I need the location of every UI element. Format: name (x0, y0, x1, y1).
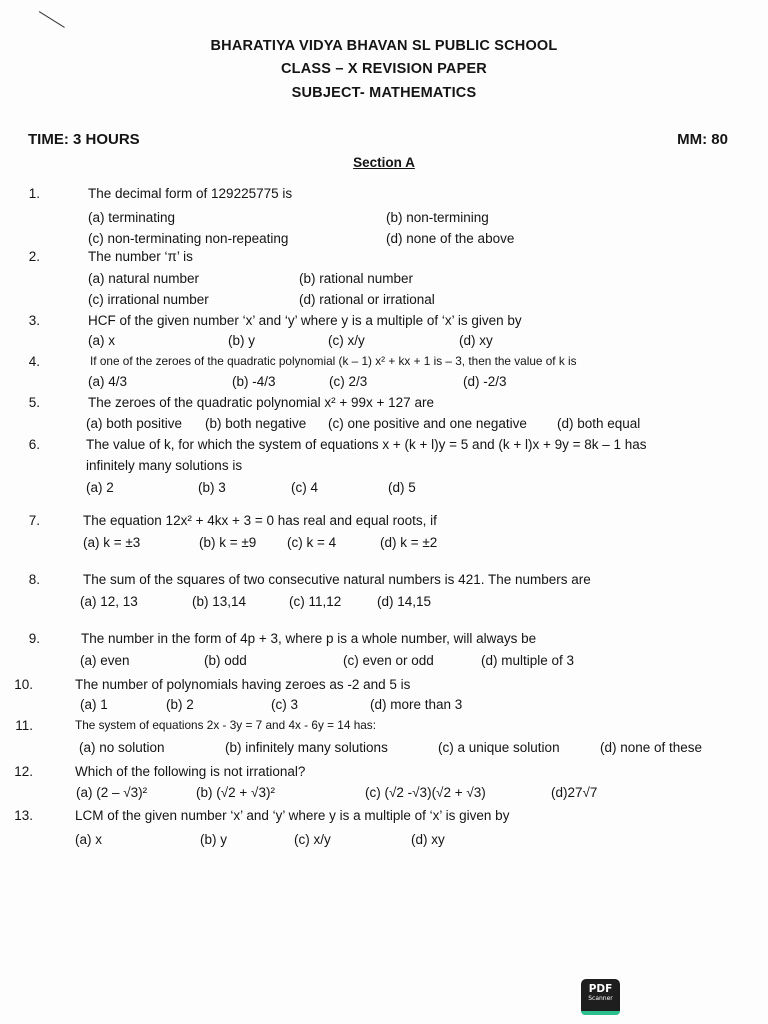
question-number: 9. (28, 631, 40, 646)
question-text: The zeroes of the quadratic polynomial x² + 99x + 127 are (88, 395, 434, 410)
question-text: The sum of the squares of two consecutive natural numbers is 421. The numbers are (83, 572, 591, 587)
question-text: The number ‘π’ is (88, 249, 193, 264)
answer-option: (b) odd (204, 653, 247, 668)
question-text: The equation 12x² + 4kx + 3 = 0 has real and equal roots, if (83, 513, 437, 528)
answer-option: (a) both positive (86, 416, 183, 431)
question-number: 4. (28, 354, 40, 369)
question-number: 13. (14, 808, 33, 823)
question-number: 1. (28, 186, 40, 201)
section-heading: Section A (353, 155, 415, 170)
answer-option: (a) x (75, 832, 102, 847)
answer-option: (b) non-termining (386, 210, 489, 225)
answer-option: (b) y (200, 832, 227, 847)
answer-option: (c) x/y (294, 832, 331, 847)
badge-bar (581, 1011, 620, 1015)
class-title: CLASS – X REVISION PAPER (281, 61, 487, 77)
time-label: TIME: 3 HOURS (28, 131, 140, 148)
answer-option: (c) irrational number (88, 292, 209, 307)
badge-subtitle: Scanner (588, 995, 613, 1002)
answer-option: (d) xy (459, 333, 493, 348)
answer-option: (d) 14,15 (377, 594, 432, 609)
answer-option: (a) 2 (86, 480, 114, 495)
question-number: 8. (28, 572, 40, 587)
question-text: The value of k, for which the system of equations x + (k + l)y = 5 and (k + l)x + 9y = 8k – 1 has (86, 437, 647, 452)
answer-option: (c) k = 4 (287, 535, 337, 550)
answer-option: (d) rational or irrational (299, 292, 435, 307)
question-text: The system of equations 2x - 3y = 7 and 4x - 6y = 14 has: (75, 718, 376, 732)
answer-option: (b) 3 (198, 480, 226, 495)
answer-option: (c) (√2 -√3)(√2 + √3) (365, 785, 486, 800)
question-text: Which of the following is not irrational? (75, 764, 306, 779)
answer-option: (d) multiple of 3 (481, 653, 575, 668)
question-text: If one of the zeroes of the quadratic polynomial (k – 1) x² + kx + 1 is – 3, then the value of k is (90, 354, 577, 368)
answer-option: (a) 4/3 (88, 374, 128, 389)
answer-option: (d) -2/3 (463, 374, 507, 389)
badge-title: PDF (588, 983, 613, 995)
subject-title: SUBJECT- MATHEMATICS (291, 85, 477, 101)
question-number: 2. (28, 249, 40, 264)
answer-option: (c) 11,12 (289, 594, 342, 609)
answer-option: (d) k = ±2 (380, 535, 438, 550)
answer-option: (a) natural number (88, 271, 200, 286)
answer-option: (d) more than 3 (370, 697, 463, 712)
answer-option: (c) 2/3 (329, 374, 368, 389)
question-text: infinitely many solutions is (86, 458, 243, 473)
pen-mark (39, 11, 65, 28)
answer-option: (a) no solution (79, 740, 165, 755)
answer-option: (d)27√7 (551, 785, 598, 800)
answer-option: (d) none of these (600, 740, 703, 755)
school-name: BHARATIYA VIDYA BHAVAN SL PUBLIC SCHOOL (210, 38, 558, 54)
max-marks-label: MM: 80 (677, 131, 728, 148)
answer-option: (b) rational number (299, 271, 414, 286)
question-text: The number in the form of 4p + 3, where p is a whole number, will always be (81, 631, 537, 646)
answer-option: (b) k = ±9 (199, 535, 257, 550)
answer-option: (b) infinitely many solutions (225, 740, 388, 755)
answer-option: (d) none of the above (386, 231, 515, 246)
answer-option: (a) x (88, 333, 115, 348)
answer-option: (a) terminating (88, 210, 176, 225)
question-number: 3. (28, 313, 40, 328)
question-number: 10. (14, 677, 33, 692)
answer-option: (a) 1 (80, 697, 108, 712)
answer-option: (c) 3 (271, 697, 298, 712)
answer-option: (d) both equal (557, 416, 641, 431)
answer-option: (b) 2 (166, 697, 194, 712)
answer-option: (a) even (80, 653, 130, 668)
answer-option: (c) x/y (328, 333, 365, 348)
answer-option: (b) 13,14 (192, 594, 247, 609)
pdf-scanner-logo (581, 979, 620, 1015)
answer-option: (c) even or odd (343, 653, 434, 668)
answer-option: (a) 12, 13 (80, 594, 138, 609)
question-number: 6. (28, 437, 40, 452)
answer-option: (c) 4 (291, 480, 318, 495)
question-text: HCF of the given number ‘x’ and ‘y’ where y is a multiple of ‘x’ is given by (88, 313, 522, 328)
answer-option: (b) both negative (205, 416, 307, 431)
answer-option: (c) one positive and one negative (328, 416, 527, 431)
question-number: 7. (28, 513, 40, 528)
answer-option: (b) -4/3 (232, 374, 276, 389)
question-number: 12. (14, 764, 33, 779)
answer-option: (c) a unique solution (438, 740, 560, 755)
answer-option: (d) xy (411, 832, 445, 847)
question-text: LCM of the given number ‘x’ and ‘y’ where y is a multiple of ‘x’ is given by (75, 808, 510, 823)
answer-option: (d) 5 (388, 480, 416, 495)
question-text: The decimal form of 129225775 is (88, 186, 293, 201)
answer-option: (a) k = ±3 (83, 535, 141, 550)
question-number: 11. (15, 718, 33, 733)
question-text: The number of polynomials having zeroes as -2 and 5 is (75, 677, 411, 692)
question-number: 5. (28, 395, 40, 410)
answer-option: (b) y (228, 333, 255, 348)
answer-option: (a) (2 – √3)² (76, 785, 148, 800)
answer-option: (b) (√2 + √3)² (196, 785, 275, 800)
answer-option: (c) non-terminating non-repeating (88, 231, 289, 246)
